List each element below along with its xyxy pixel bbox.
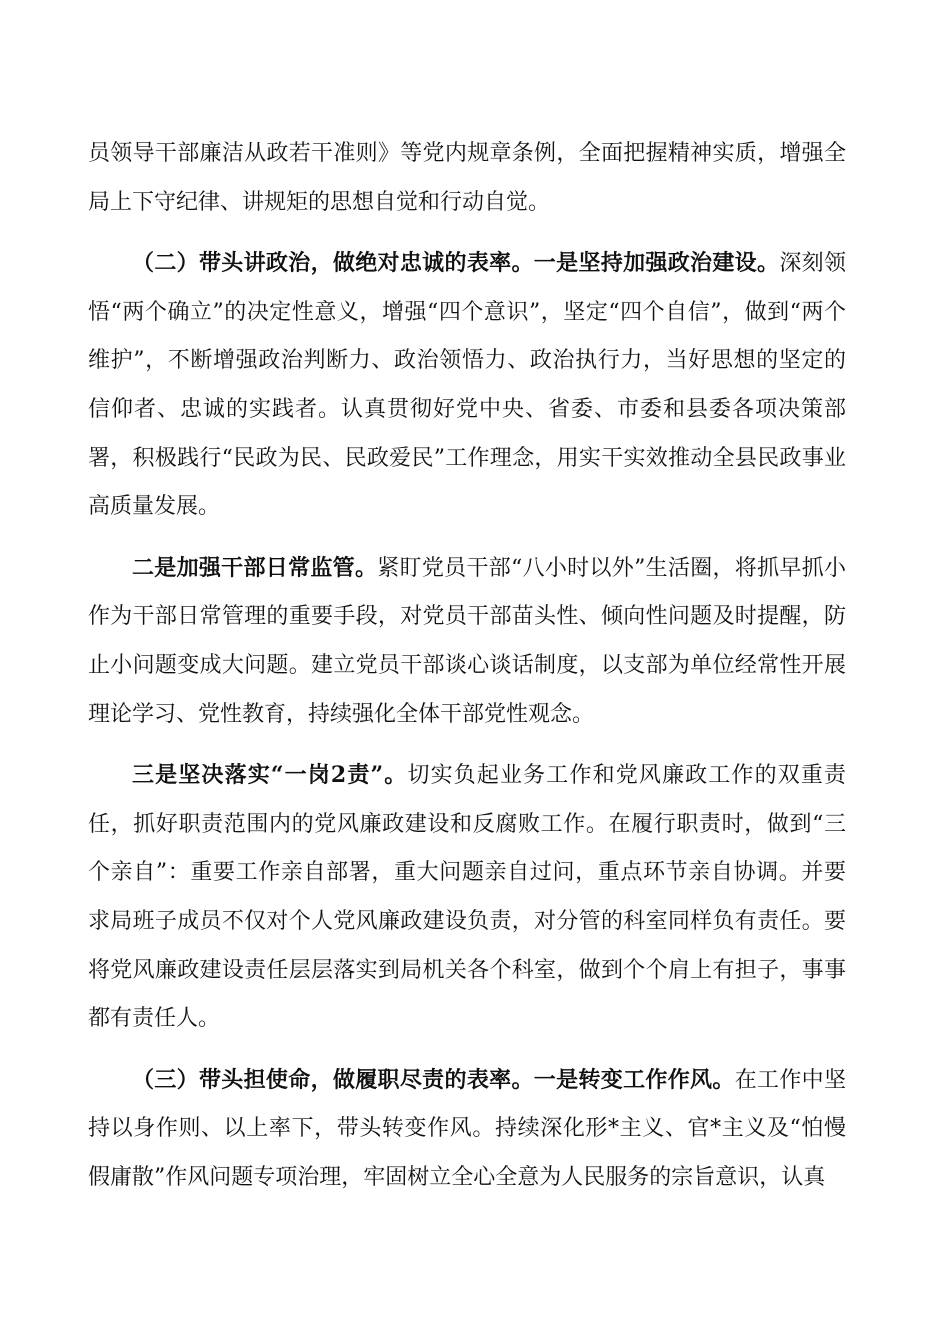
paragraph-section-3	[88, 1056, 846, 1203]
paragraph-text: 深刻领悟“两个确立”的决定性意义，增强“四个意识”，坚定“四个自信”，做到“两个维护”，不断增强政治判断力、政治领悟力、政治执行力，当好思想的坚定的信仰者、忠诚的实践者。认真贯彻好党中央、省委、市委和县委各项决策部署，积极践行“民政为民、民政爱民”工作理念，用实干实效推动全县民政事业高质量发展。	[88, 251, 846, 520]
paragraph-text: 紧盯党员干部“八小时以外”生活圈，将抓早抓小作为干部日常管理的重要手段，对党员干部苗头性、倾向性问题及时提醒，防止小问题变成大问题。建立党员干部谈心谈话制度，以支部为单位经常性开展理论学习、党性教育，持续强化全体干部党性观念。	[88, 555, 846, 727]
document-body	[88, 130, 846, 1202]
paragraph-section-2	[88, 239, 846, 532]
paragraph-text: 切实负起业务工作和党风廉政工作的双重责任，抓好职责范围内的党风廉政建设和反腐败工作。在履行职责时，做到“三个亲自”：重要工作亲自部署，重大问题亲自过问，重点环节亲自协调。并要求局班子成员不仅对个人党风廉政建设负责，对分管的科室同样负有责任。要将党风廉政建设责任层层落实到局机关各个科室，做到个个肩上有担子，事事都有责任人。	[88, 763, 846, 1032]
point-heading: 三是坚决落实“一岗2责”。	[132, 762, 408, 789]
section-heading: （三）带头担使命，做履职尽责的表率。一是转变工作作风。	[132, 1066, 735, 1093]
paragraph-point-3	[88, 751, 846, 1044]
section-heading: （二）带头讲政治，做绝对忠诚的表率。一是坚持加强政治建设。	[132, 250, 780, 277]
paragraph-continued	[88, 130, 846, 227]
point-heading: 二是加强干部日常监管。	[132, 554, 378, 581]
paragraph-point-2	[88, 544, 846, 739]
paragraph-text: 在工作中坚持以身作则、以上率下，带头转变作风。持续深化形*主义、官*主义及“怕慢假庸散”作风问题专项治理，牢固树立全心全意为人民服务的宗旨意识，认真	[88, 1067, 846, 1190]
paragraph-text: 员领导干部廉洁从政若干准则》等党内规章条例，全面把握精神实质，增强全局上下守纪律、讲规矩的思想自觉和行动自觉。	[88, 141, 846, 215]
